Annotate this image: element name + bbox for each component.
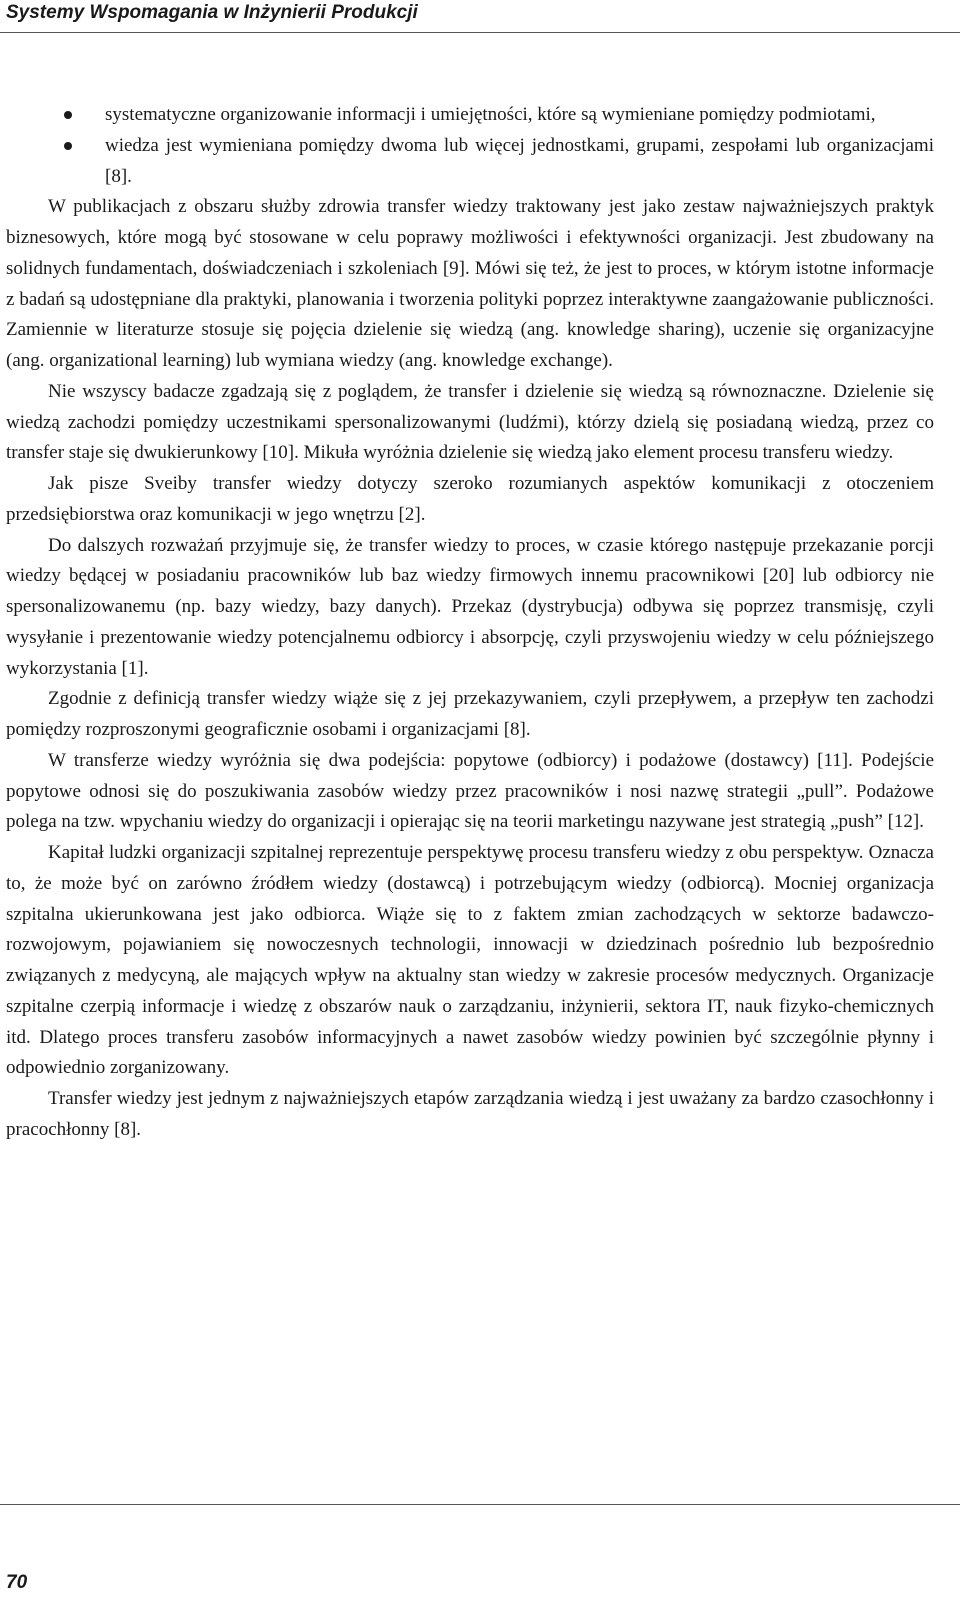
paragraph: Kapitał ludzki organizacji szpitalnej reprezentuje perspektywę procesu transferu wiedzy z obu perspektyw. Oznacza to, że może być on zarówno źródłem wiedzy (dostawcą) i potrzebującym wiedzy (odbiorcą). Mocniej organizacja szpitalna ukierunkowana jest jako odbiorca. Wiąże się to z faktem zmian zachodzących w sektorze badawczo-rozwojowym, pojawianiem się nowoczesnych technologii, innowacji w dziedzinach pośrednio lub bezpośrednio związanych z medycyną, ale mających wpływ na aktualny stan wiedzy w zakresie procesów medycznych. Organizacje szpitalne czerpią informacje i wiedzę z obszarów nauk o zarządzaniu, inżynierii, sektora IT, nauk fizyko-chemicznych itd. Dlatego proces transferu zasobów informacyjnych a nawet zasobów wiedzy powinien być szczególnie płynny i odpowiednio zorganizowany. [6,842,934,1079]
body-text [6,100,934,1146]
paragraph: Transfer wiedzy jest jednym z najważniejszych etapów zarządzania wiedzą i jest uważany za bardzo czasochłonny i pracochłonny [8]. [6,1088,934,1140]
bullet-item: systematyczne organizowanie informacji i umiejętności, które są wymieniane pomiędzy podmiotami, [6,100,934,131]
header-rule [0,32,960,33]
paragraph: W publikacjach z obszaru służby zdrowia transfer wiedzy traktowany jest jako zestaw najważniejszych praktyk biznesowych, które mogą być stosowane w celu poprawy możliwości i efektywności organizacji. Jest zbudowany na solidnych fundamentach, doświadczeniach i szkoleniach [9]. Mówi się też, że jest to proces, w którym istotne informacje z badań są udostępniane dla praktyki, planowania i tworzenia polityki poprzez interaktywne zaangażowanie publiczności. Zamiennie w literaturze stosuje się pojęcia dzielenie się wiedzą (ang. knowledge sharing), uczenie się organizacyjne (ang. organizational learning) lub wymiana wiedzy (ang. knowledge exchange). [6,196,934,371]
bullet-list [6,100,934,192]
paragraph: Nie wszyscy badacze zgadzają się z poglądem, że transfer i dzielenie się wiedzą są równoznaczne. Dzielenie się wiedzą zachodzi pomiędzy uczestnikami spersonalizowanymi (ludźmi), którzy dzielą się posiadaną wiedzą, przez co transfer staje się dwukierunkowy [10]. Mikuła wyróżnia dzielenie się wiedzą jako element procesu transferu wiedzy. [6,380,934,464]
paragraph: Jak pisze Sveiby transfer wiedzy dotyczy szeroko rozumianych aspektów komunikacji z otoczeniem przedsiębiorstwa oraz komunikacji w jego wnętrzu [2]. [6,473,934,525]
bullet-item: wiedza jest wymieniana pomiędzy dwoma lub więcej jednostkami, grupami, zespołami lub organizacjami [8]. [6,131,934,193]
page-number: 70 [6,1572,28,1593]
running-title: Systemy Wspomagania w Inżynierii Produkcji [6,2,418,23]
paragraph: Zgodnie z definicją transfer wiedzy wiąże się z jej przekazywaniem, czyli przepływem, a przepływ ten zachodzi pomiędzy rozproszonymi geograficznie osobami i organizacjami [8]. [6,688,934,740]
paragraph: W transferze wiedzy wyróżnia się dwa podejścia: popytowe (odbiorcy) i podażowe (dostawcy) [11]. Podejście popytowe odnosi się do poszukiwania zasobów wiedzy przez pracowników i nosi nazwę strategii „pull”. Podażowe polega na tzw. wpychaniu wiedzy do organizacji i opierając się na teorii marketingu nazywane jest strategią „push” [12]. [6,749,934,833]
paragraph: Do dalszych rozważań przyjmuje się, że transfer wiedzy to proces, w czasie którego następuje przekazanie porcji wiedzy będącej w posiadaniu pracowników lub baz wiedzy firmowych innemu pracownikowi [20] lub odbiorcy nie spersonalizowanemu (np. bazy wiedzy, bazy danych). Przekaz (dystrybucja) odbywa się poprzez transmisję, czyli wysyłanie i prezentowanie wiedzy potencjalnemu odbiorcy i absorpcję, czyli przyswojeniu wiedzy w celu późniejszego wykorzystania [1]. [6,534,934,679]
footer-rule [0,1504,960,1505]
